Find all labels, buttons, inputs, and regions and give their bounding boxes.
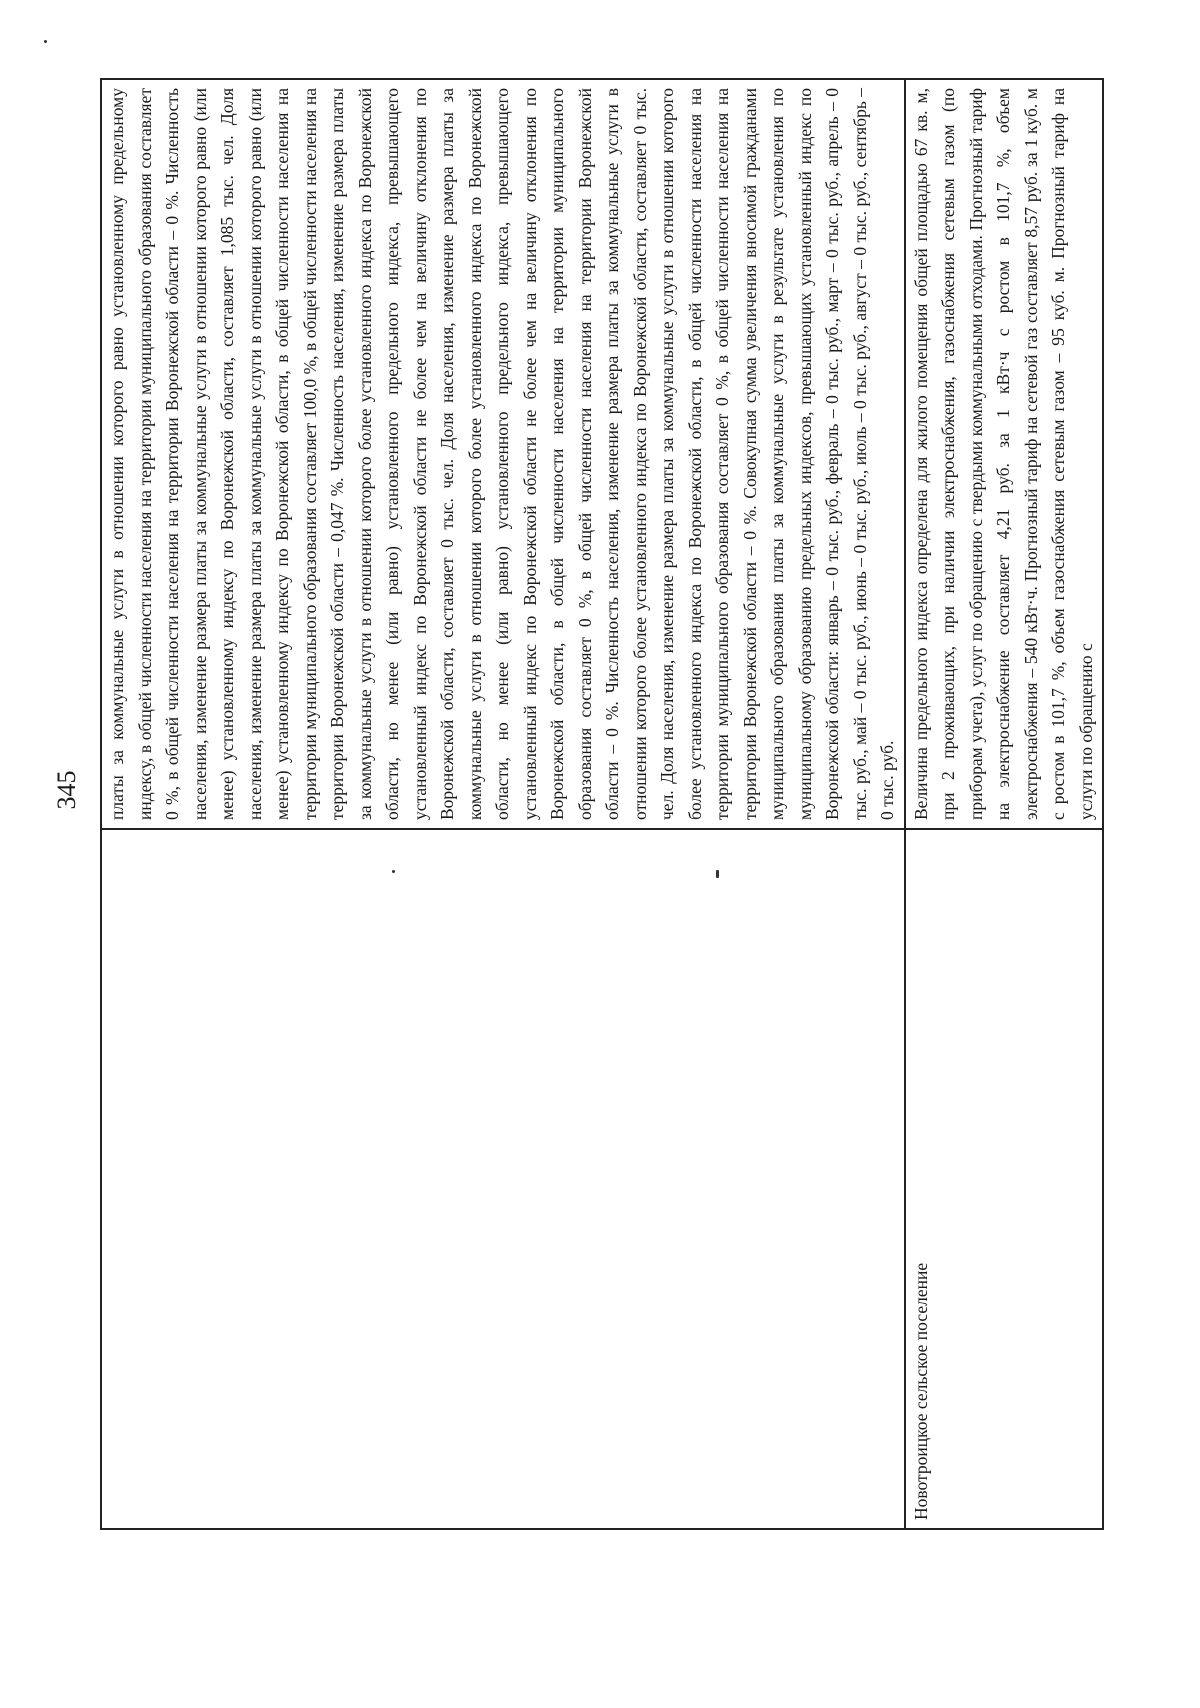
- table-row: [101, 79, 905, 1529]
- municipality-name-cell: Новотроицкое сельское поселение: [905, 829, 1104, 1529]
- rotated-table-container: [100, 80, 1096, 1530]
- municipality-name-cell: [101, 829, 905, 1529]
- index-description-cell: Величина предельного индекса определена для жилого помещения общей площадью 67 кв. м, при 2 проживающих, при наличии электроснабжения, газоснабжения сетевым газом (по приборам учета), услуг по обращению с твердыми коммунальными отходами. Прогнозный тариф на электроснабжение составляет 4,21 руб. за 1 кВт·ч с ростом в 101,7 %, объем электроснабжения – 540 кВт·ч. Прогнозный тариф на сетевой газ составляет 8,57 руб. за 1 куб. м с ростом в 101,7 %, объем газоснабжения сетевым газом – 95 куб. м. Прогнозный тариф на услуги по обращению с: [905, 79, 1104, 829]
- municipal-index-table: [100, 78, 1104, 1530]
- page-number: 345: [52, 770, 81, 810]
- scan-speck: [44, 40, 47, 43]
- table-row: [905, 79, 1104, 1529]
- index-description-cell: платы за коммунальные услуги в отношении которого равно установленному предельному индексу, в общей численности населения на территории муниципального образования составляет 0 %, в общей численности населения на территории Воронежской области – 0 %. Численность населения, изменение размера платы за коммунальные услуги в отношении которого равно (или менее) установленному индексу по Воронежской области, составляет 1,085 тыс. чел. Доля населения, изменение размера платы за коммунальные услуги в отношении которого равно (или менее) установленному индексу по Воронежской области, в общей численности населения на территории муниципального образования составляет 100,0 %, в общей численности населения на территории Воронежской области – 0,047 %. Численность населения, изменение размера платы за коммунальные услуги в отношении которого более установленного индекса по Воронежской области, но менее (или равно) установленного предельного индекса, превышающего установленный индекс по Воронежской области не более чем на величину отклонения по Воронежской области, составляет 0 тыс. чел. Доля населения, изменение размера платы за коммунальные услуги в отношении которого более установленного индекса по Воронежской области, но менее (или равно) установленного предельного индекса, превышающего установленный индекс по Воронежской области не более чем на величину отклонения по Воронежской области, в общей численности населения на территории муниципального образования составляет 0 %, в общей численности населения на территории Воронежской области – 0 %. Численность населения, изменение размера платы за коммунальные услуги в отношении которого более установленного индекса по Воронежской области, составляет 0 тыс. чел. Доля населения, изменение размера платы за коммунальные услуги в отношении которого более установленного индекса по Воронежской области, в общей численности населения на территории муниципального образования составляет 0 %, в общей численности населения на территории Воронежской области – 0 %. Совокупная сумма увеличения вносимой гражданами муниципального образования платы за коммунальные услуги в результате установления по муниципальному образованию предельных индексов, превышающих установленный индекс по Воронежской области: январь – 0 тыс. руб., февраль – 0 тыс. руб., март – 0 тыс. руб., апрель – 0 тыс. руб., май – 0 тыс. руб., июнь – 0 тыс. руб., июль – 0 тыс. руб., август – 0 тыс. руб., сентябрь – 0 тыс. руб.: [101, 79, 905, 829]
